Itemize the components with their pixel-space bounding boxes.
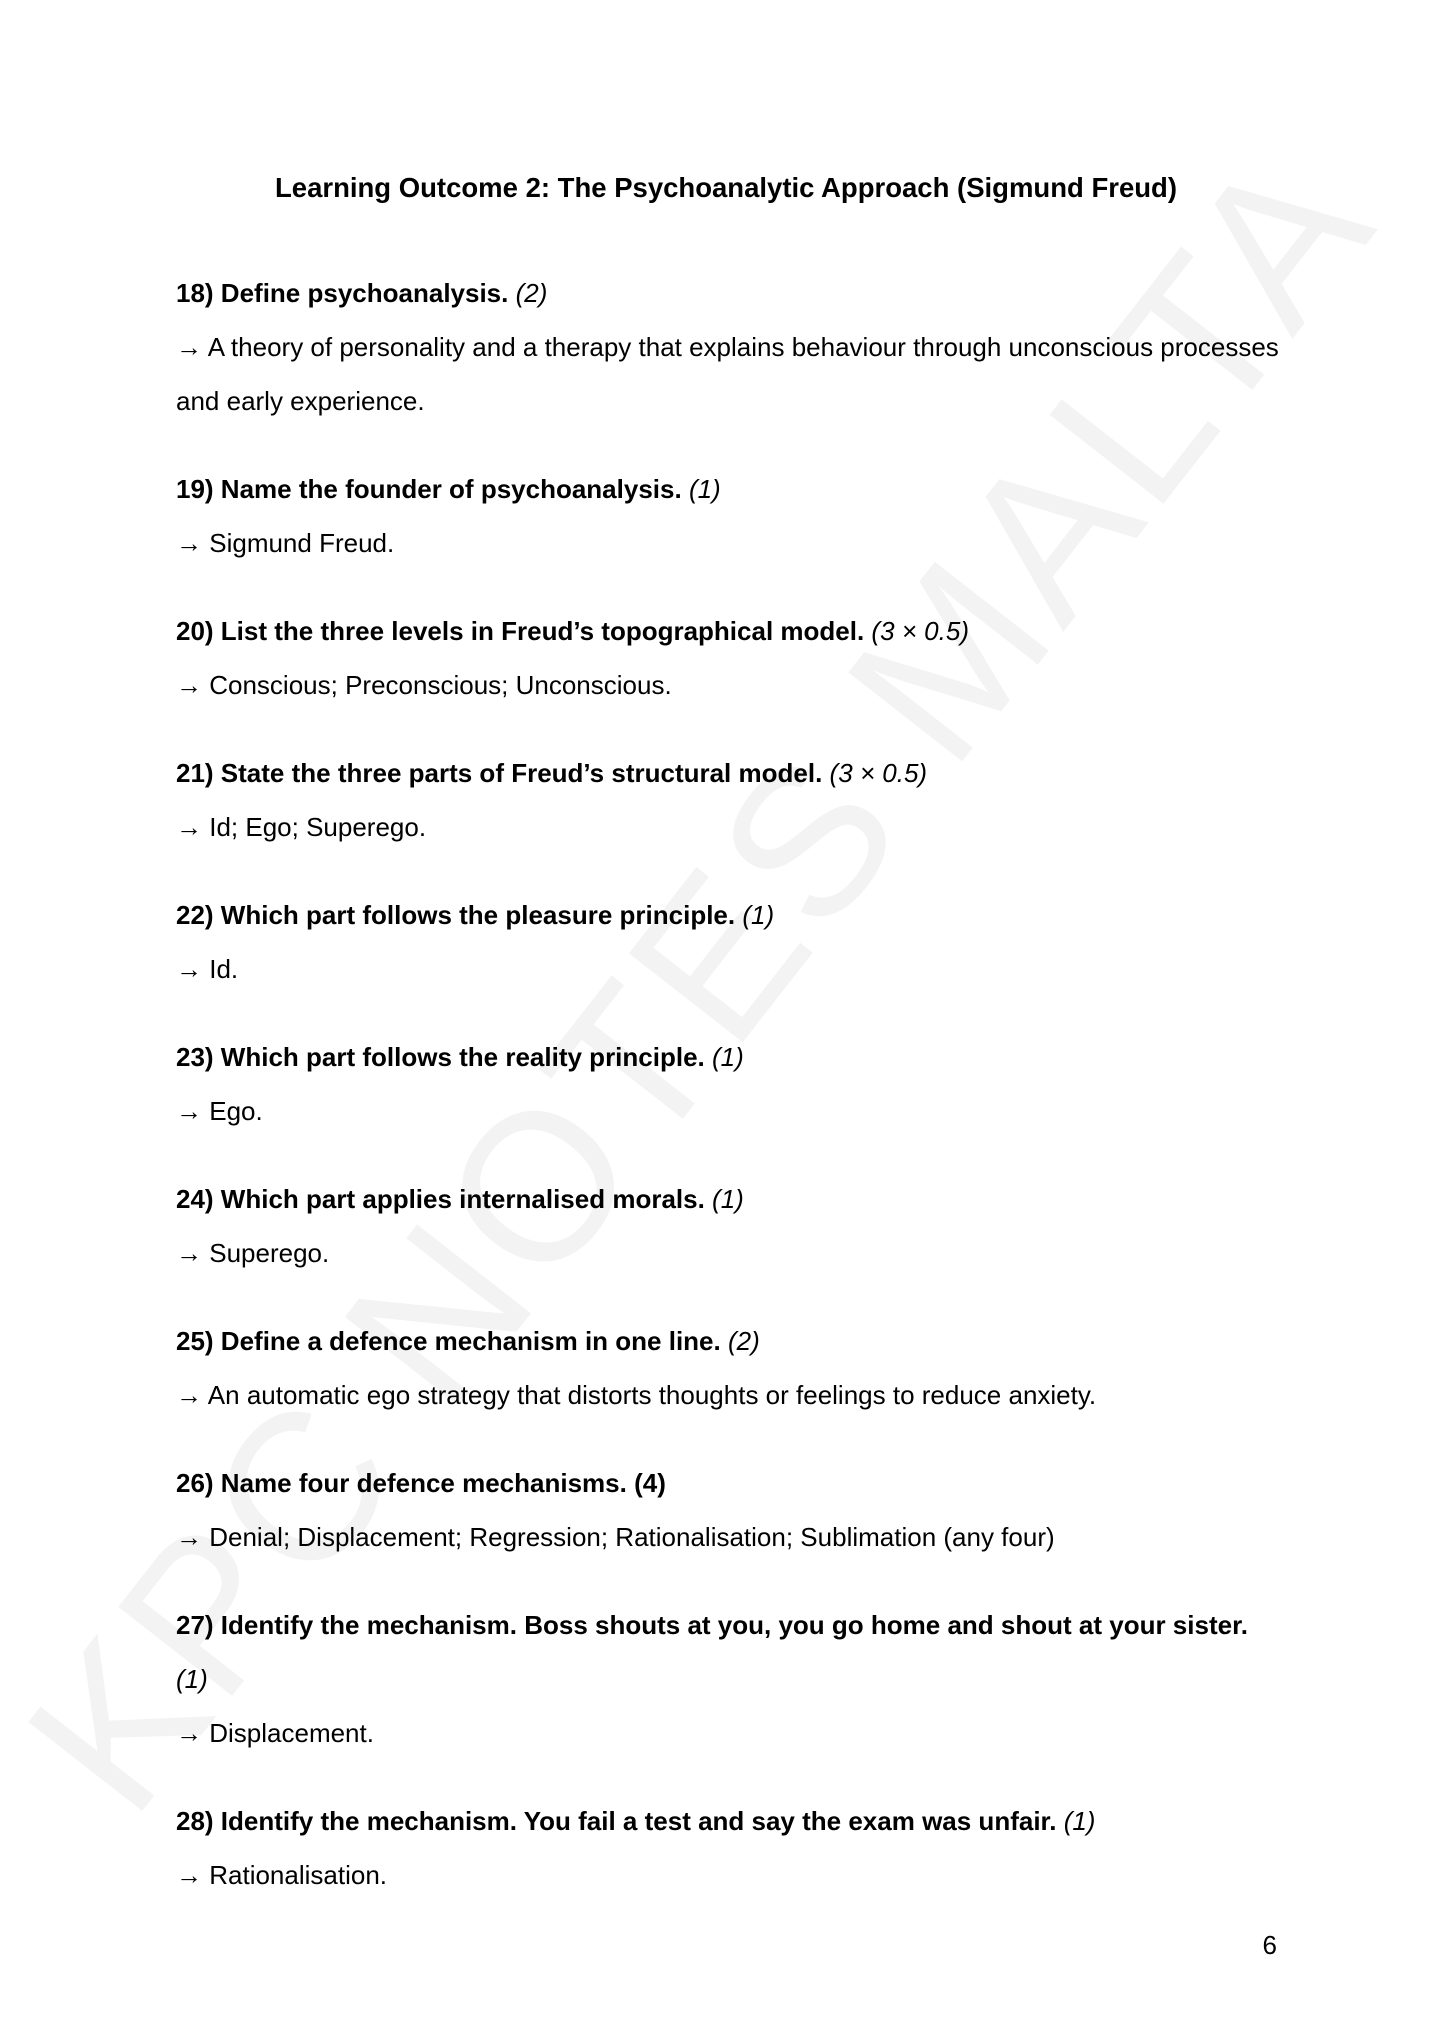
question-text: 26) Name four defence mechanisms. — [176, 1467, 627, 1498]
answer-text: Id. — [209, 953, 239, 984]
question-text: 22) Which part follows the pleasure principle. — [176, 899, 736, 930]
question-block — [176, 1172, 1286, 1280]
question — [176, 604, 1286, 658]
question — [176, 746, 1286, 800]
question-marks: (2) — [515, 277, 548, 308]
question — [176, 1030, 1286, 1084]
arrow-icon: → — [176, 669, 202, 700]
question-marks: (1) — [742, 899, 775, 930]
question — [176, 462, 1286, 516]
question — [176, 1172, 1286, 1226]
answer — [176, 1368, 1286, 1422]
arrow-icon: → — [176, 331, 202, 362]
arrow-icon: → — [176, 953, 202, 984]
answer-text: An automatic ego strategy that distorts thoughts or feelings to reduce anxiety. — [207, 1379, 1097, 1410]
answer-text: Superego. — [209, 1237, 330, 1268]
question — [176, 266, 1286, 320]
answer-text: Sigmund Freud. — [209, 527, 395, 558]
arrow-icon: → — [176, 1237, 202, 1268]
answer-text: Conscious; Preconscious; Unconscious. — [209, 669, 672, 700]
answer-text: Rationalisation. — [209, 1859, 388, 1890]
question — [176, 1598, 1286, 1706]
answer — [176, 1706, 1286, 1760]
question-block — [176, 462, 1286, 570]
answer — [176, 320, 1286, 428]
answer-text: A theory of personality and a therapy that explains behaviour through unconscious processes and early experience. — [176, 331, 1279, 416]
question-text: 25) Define a defence mechanism in one line. — [176, 1325, 721, 1356]
question-marks: (1) — [712, 1041, 744, 1072]
answer-text: Ego. — [209, 1095, 263, 1126]
question-block — [176, 1794, 1286, 1902]
section-heading: Learning Outcome 2: The Psychoanalytic Approach (Sigmund Freud) — [274, 172, 1178, 203]
answer-text: Id; Ego; Superego. — [209, 811, 427, 842]
answer-text: Denial; Displacement; Regression; Rationalisation; Sublimation (any four) — [209, 1521, 1055, 1552]
question-text: 28) Identify the mechanism. You fail a test and say the exam was unfair. — [176, 1805, 1057, 1836]
question-list — [176, 266, 1286, 1902]
answer — [176, 1084, 1286, 1138]
arrow-icon: → — [176, 1095, 202, 1126]
question-text: 18) Define psychoanalysis. — [176, 277, 509, 308]
answer — [176, 658, 1286, 712]
arrow-icon: → — [176, 1379, 202, 1410]
arrow-icon: → — [176, 811, 202, 842]
question-marks: (1) — [1063, 1805, 1096, 1836]
question-text: 23) Which part follows the reality principle. — [176, 1041, 705, 1072]
question-text: 27) Identify the mechanism. Boss shouts at you, you go home and shout at your sister. — [176, 1609, 1248, 1640]
answer-text: Displacement. — [209, 1717, 374, 1748]
question — [176, 1456, 1286, 1510]
question-marks: (1) — [176, 1663, 208, 1694]
question — [176, 1314, 1286, 1368]
question-block — [176, 266, 1286, 428]
answer — [176, 516, 1286, 570]
answer — [176, 800, 1286, 854]
question — [176, 1794, 1286, 1848]
answer — [176, 942, 1286, 996]
question-text: 19) Name the founder of psychoanalysis. — [176, 473, 682, 504]
question-text: 21) State the three parts of Freud’s structural model. — [176, 757, 823, 788]
question-marks: (2) — [727, 1325, 760, 1356]
answer — [176, 1848, 1286, 1902]
page-content — [176, 170, 1286, 1936]
answer — [176, 1226, 1286, 1280]
question-text: 20) List the three levels in Freud’s topographical model. — [176, 615, 865, 646]
question-marks: (3 × 0.5) — [829, 757, 928, 788]
question-marks: (3 × 0.5) — [871, 615, 969, 646]
arrow-icon: → — [176, 1859, 202, 1890]
page-number: 6 — [1262, 1930, 1277, 1960]
question — [176, 888, 1286, 942]
question-block — [176, 1314, 1286, 1422]
question-block — [176, 888, 1286, 996]
arrow-icon: → — [176, 1717, 202, 1748]
question-block — [176, 1598, 1286, 1760]
question-block — [176, 1030, 1286, 1138]
question-block — [176, 1456, 1286, 1564]
answer — [176, 1510, 1286, 1564]
question-block — [176, 604, 1286, 712]
question-text: 24) Which part applies internalised morals. — [176, 1183, 705, 1214]
question-marks: (1) — [688, 473, 721, 504]
question-marks: (1) — [712, 1183, 744, 1214]
arrow-icon: → — [176, 1521, 202, 1552]
question-block — [176, 746, 1286, 854]
question-marks: (4) — [634, 1467, 666, 1498]
arrow-icon: → — [176, 527, 202, 558]
